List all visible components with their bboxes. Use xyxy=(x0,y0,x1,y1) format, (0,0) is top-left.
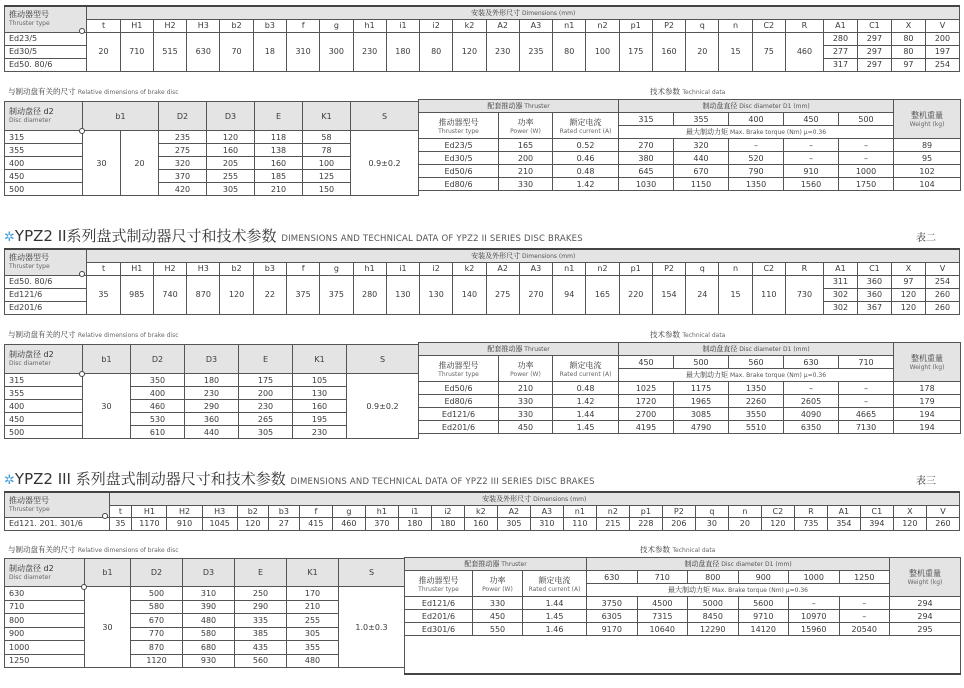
dim-value: 305 xyxy=(497,517,530,530)
dim-value: 354 xyxy=(827,517,860,530)
dim-col-header: k2 xyxy=(464,505,497,517)
dim-col-header: n2 xyxy=(586,19,619,32)
dim-col-header: n xyxy=(719,19,752,32)
junction-marker xyxy=(81,584,87,590)
dim-value: 310 xyxy=(530,517,563,530)
dim-col-header: p1 xyxy=(619,19,652,32)
dim-col-headers xyxy=(5,19,960,32)
dim-value: 460 xyxy=(332,517,365,530)
section2-title: ✲YPZ2 II系列盘式制动器尺寸和技术参数 DIMENSIONS AND TECHNICAL DATA OF YPZ2 II SERIES DISC BRAKES xyxy=(4,227,583,245)
dim-col-header: A2 xyxy=(497,505,530,517)
table1-disc-dimensions: 制动盘径 d2 Disc diameter b1 D2 D3 E K1 S 315 30 20 235 120 118 58 0.9±0.2 355 275 160 138 78 400 320 205 160 100 450 370 255 185 125 500 420 305 210 150 xyxy=(4,101,419,196)
model-cell: Ed23/5 xyxy=(5,32,87,45)
dim-col-header: b2 xyxy=(220,19,253,32)
dim-col-header: A1 xyxy=(827,505,860,517)
table1-technical-data: 配套推动器 Thruster 制动盘直径 Disc diameter D1 (mm) 整机重量 Weight (kg) 推动器型号 Thruster type 功率 Power (W) 额定电流 Rated current (A) 315 355 400 450 500 最大制动力矩 Max. Brake torque (Nm) μ=0.36 Ed23/5 165 0.52 270 320 – – – 89 Ed30/5 200 0.46 380 440 520 – – 95 Ed50/6 210 0.48 645 670 790 910 1000 102 Ed80/6 330 1.42 1030 1150 1350 1560 1750 104 xyxy=(418,99,961,191)
dim-col-header: b3 xyxy=(268,505,299,517)
dim-col-header: b2 xyxy=(237,505,268,517)
dim-col-header: A3 xyxy=(519,262,552,275)
table3-dimensions: 推动器型号 Thruster type 安装及外形尺寸 Dimensions (mm) t H1 H2 H3 b2 b3 f g h1 i1 i2 k2 A2 A3 n1 n2 p1 P2 q n C2 R A1 C1 X V Ed121. 201. 301/6 35 1170 910 1045 120 27 415 460 370 180 180 160 305 310 110 215 228 206 30 20 120 735 354 394 120 260 xyxy=(4,491,960,531)
dim-value: 415 xyxy=(299,517,332,530)
dim-value: 1045 xyxy=(202,517,237,530)
dim-col-header: f xyxy=(286,262,319,275)
table1-dimensions: 推动器型号 Thruster type 安装及外形尺寸 Dimensions (mm) t H1 H2 H3 b2 b3 f g h1 i1 i2 k2 A2 A3 n1 n2 p1 P2 q n C2 R A1 C1 X V Ed23/5 20 710 515 630 70 18 310 300 230 180 80 120 230 235 80 100 175 160 20 15 75 460 280 297 80 200 Ed30/5 277 297 80 197 Ed50. 80/6 317 297 97 254 xyxy=(4,5,960,72)
section3-title: ✲YPZ2 III 系列盘式制动器尺寸和技术参数 DIMENSIONS AND TECHNICAL DATA OF YPZ2 III SERIES DISC BRAKES xyxy=(4,470,595,488)
model-cell: Ed50. 80/6 xyxy=(5,58,87,71)
dim-col-header: R xyxy=(785,262,823,275)
table2-disc-dimensions: 制动盘径 d2 Disc diameter b1 D2 D3 E K1 S 315 30 350 180 175 105 0.9±0.2 355 400 230 200 130 400 460 290 230 160 450 530 360 265 195 500 610 440 305 230 xyxy=(4,344,419,439)
dim-value: 370 xyxy=(365,517,398,530)
dim-col-header: k2 xyxy=(453,19,486,32)
dim-col-header: i2 xyxy=(431,505,464,517)
dim-value: 120 xyxy=(761,517,794,530)
model-cell: Ed121/6 xyxy=(5,288,87,301)
junction-marker xyxy=(79,128,85,134)
dim-col-header: n1 xyxy=(553,262,586,275)
dim-col-header: f xyxy=(299,505,332,517)
dim-col-header: n xyxy=(728,505,761,517)
junction-marker xyxy=(79,28,85,34)
tech-caption: 技术参数 Technical data xyxy=(640,545,716,554)
dim-col-header: t xyxy=(87,19,120,32)
dim-col-header: i2 xyxy=(420,19,453,32)
table2-dimensions: 推动器型号 Thruster type 安装及外形尺寸 Dimensions (mm) t H1 H2 H3 b2 b3 f g h1 i1 i2 k2 A2 A3 n1 n2 p1 P2 q n C2 R A1 C1 X V Ed50. 80/6 35 985 740 870 120 22 375 375 280 130 130 140 275 270 94 165 220 154 24 15 110 730 311 360 97 254 Ed121/6 302 360 120 260 Ed201/6 302 367 120 260 xyxy=(4,248,960,315)
dim-value: 260 xyxy=(926,517,959,530)
dim-value: 120 xyxy=(237,517,268,530)
dim-col-header: b2 xyxy=(220,262,253,275)
table2-technical-data: 配套推动器 Thruster 制动盘直径 Disc diameter D1 (mm) 整机重量 Weight (kg) 推动器型号 Thruster type 功率 Power (W) 额定电流 Rated current (A) 450 500 560 630 710 最大制动力矩 Max. Brake torque (Nm) μ=0.36 Ed50/6 210 0.48 1025 1175 1350 – – 178 Ed80/6 330 1.42 1720 1965 2260 2605 – 179 Ed121/6 330 1.44 2700 3085 3550 4090 4665 194 Ed201/6 450 1.45 4195 4790 5510 6350 7130 194 xyxy=(418,342,961,434)
brake-disc-caption: 与制动盘有关的尺寸 Relative dimensions of brake disc xyxy=(8,330,179,339)
dim-value: 30 xyxy=(695,517,728,530)
dim-col-header: A3 xyxy=(519,19,552,32)
table3-technical-data: 配套推动器 Thruster 制动盘直径 Disc diameter D1 (mm) 整机重量 Weight (kg) 推动器型号 Thruster type 功率 Power (W) 额定电流 Rated current (A) 630 710 800 900 1000 1250 最大制动力矩 Max. Brake torque (Nm) μ=0.36 Ed121/6 330 1.44 3750 4500 5000 5600 – – 294 Ed201/6 450 1.45 6305 7315 8450 9710 10970 – 294 Ed301/6 550 1.46 9170 10640 12290 14120 15960 20540 295 xyxy=(404,557,961,675)
dim-col-header: C2 xyxy=(752,262,785,275)
dim-col-header: V xyxy=(926,505,959,517)
dimensions-header: 安装及外形尺寸 Dimensions (mm) xyxy=(87,6,960,19)
table-number: 表三 xyxy=(916,476,936,487)
dim-value: 206 xyxy=(662,517,695,530)
dim-col-header: R xyxy=(794,505,827,517)
junction-marker xyxy=(79,271,85,277)
dim-value: 180 xyxy=(431,517,464,530)
dim-col-header: H2 xyxy=(153,19,186,32)
dim-value: 215 xyxy=(596,517,629,530)
dim-col-header: A1 xyxy=(823,262,857,275)
snowflake-icon: ✲ xyxy=(4,230,15,245)
dim-value: 394 xyxy=(860,517,893,530)
dim-value: 735 xyxy=(794,517,827,530)
dim-col-header: g xyxy=(332,505,365,517)
dim-col-header: X xyxy=(891,19,925,32)
dim-col-header: X xyxy=(893,505,926,517)
dim-col-header: i2 xyxy=(420,262,453,275)
dim-value: 910 xyxy=(167,517,202,530)
model-cell: Ed30/5 xyxy=(5,45,87,58)
dim-col-header: n xyxy=(719,262,752,275)
dim-col-header: b3 xyxy=(253,19,286,32)
dim-col-header: A2 xyxy=(486,19,519,32)
dim-col-header: P2 xyxy=(652,19,685,32)
dim-col-header: H3 xyxy=(187,19,220,32)
dim-col-header: P2 xyxy=(662,505,695,517)
junction-marker xyxy=(79,371,85,377)
dim-col-header: i1 xyxy=(386,262,419,275)
dim-col-header: b3 xyxy=(253,262,286,275)
dim-col-header: h1 xyxy=(365,505,398,517)
junction-marker xyxy=(102,513,108,519)
dim-value: 180 xyxy=(398,517,431,530)
dim-col-header: i1 xyxy=(386,19,419,32)
dim-col-header: g xyxy=(320,262,353,275)
dim-col-header: C1 xyxy=(857,19,891,32)
dim-col-header: H3 xyxy=(187,262,220,275)
dim-col-header: H2 xyxy=(153,262,186,275)
dim-col-header: X xyxy=(891,262,925,275)
dim-col-header: H2 xyxy=(167,505,202,517)
dim-col-header: C2 xyxy=(752,19,785,32)
dim-col-header: h1 xyxy=(353,262,386,275)
dim-col-header: p1 xyxy=(629,505,662,517)
brake-disc-caption: 与制动盘有关的尺寸 Relative dimensions of brake disc xyxy=(8,87,179,96)
dim-col-header: g xyxy=(320,19,353,32)
dim-col-header: H1 xyxy=(120,262,153,275)
dim-col-header: t xyxy=(109,505,132,517)
tech-caption: 技术参数 Technical data xyxy=(650,87,726,96)
dim-col-header: h1 xyxy=(353,19,386,32)
brake-disc-caption: 与制动盘有关的尺寸 Relative dimensions of brake disc xyxy=(8,545,179,554)
dim-col-header: k2 xyxy=(453,262,486,275)
dim-value: 20 xyxy=(728,517,761,530)
snowflake-icon: ✲ xyxy=(4,473,15,488)
dim-value: 27 xyxy=(268,517,299,530)
dim-col-header: n1 xyxy=(563,505,596,517)
model-cell: Ed121. 201. 301/6 xyxy=(5,517,110,530)
dim-col-header: n2 xyxy=(586,262,619,275)
dim-col-header: q xyxy=(686,262,719,275)
dim-value: 110 xyxy=(563,517,596,530)
dim-col-header: V xyxy=(925,19,959,32)
dim-col-header: P2 xyxy=(652,262,685,275)
dim-col-header: A1 xyxy=(823,19,857,32)
dim-col-header: R xyxy=(785,19,823,32)
dim-col-header: q xyxy=(686,19,719,32)
dim-value: 228 xyxy=(629,517,662,530)
dim-col-header: A2 xyxy=(486,262,519,275)
dim-col-header: H1 xyxy=(132,505,167,517)
dim-col-header: C1 xyxy=(860,505,893,517)
dim-col-header: t xyxy=(87,262,120,275)
dim-value: 1170 xyxy=(132,517,167,530)
model-cell: Ed201/6 xyxy=(5,301,87,314)
dim-col-header: n1 xyxy=(553,19,586,32)
dim-col-header: C2 xyxy=(761,505,794,517)
model-cell: Ed50. 80/6 xyxy=(5,275,87,288)
dim-value: 160 xyxy=(464,517,497,530)
dim-col-header: H1 xyxy=(120,19,153,32)
dim-col-header: n2 xyxy=(596,505,629,517)
table-number: 表二 xyxy=(916,233,936,244)
dim-col-header: q xyxy=(695,505,728,517)
dim-col-header: V xyxy=(925,262,959,275)
dim-value: 120 xyxy=(893,517,926,530)
dim-col-header: i1 xyxy=(398,505,431,517)
table3-disc-dimensions: 制动盘径 d2 Disc diameter b1 D2 D3 E K1 S 630 30 500 310 250 170 1.0±0.3 710 580 390 290 210 800 670 480 335 255 900 770 580 385 305 1000 870 680 435 355 1250 1120 930 560 480 xyxy=(4,558,405,668)
dim-col-header: p1 xyxy=(619,262,652,275)
thruster-type-header: 推动器型号 Thruster type xyxy=(5,6,87,32)
dim-value: 35 xyxy=(109,517,132,530)
dim-col-header: H3 xyxy=(202,505,237,517)
tech-caption: 技术参数 Technical data xyxy=(650,330,726,339)
dim-col-header: f xyxy=(286,19,319,32)
dim-col-header: C1 xyxy=(857,262,891,275)
dim-col-header: A3 xyxy=(530,505,563,517)
